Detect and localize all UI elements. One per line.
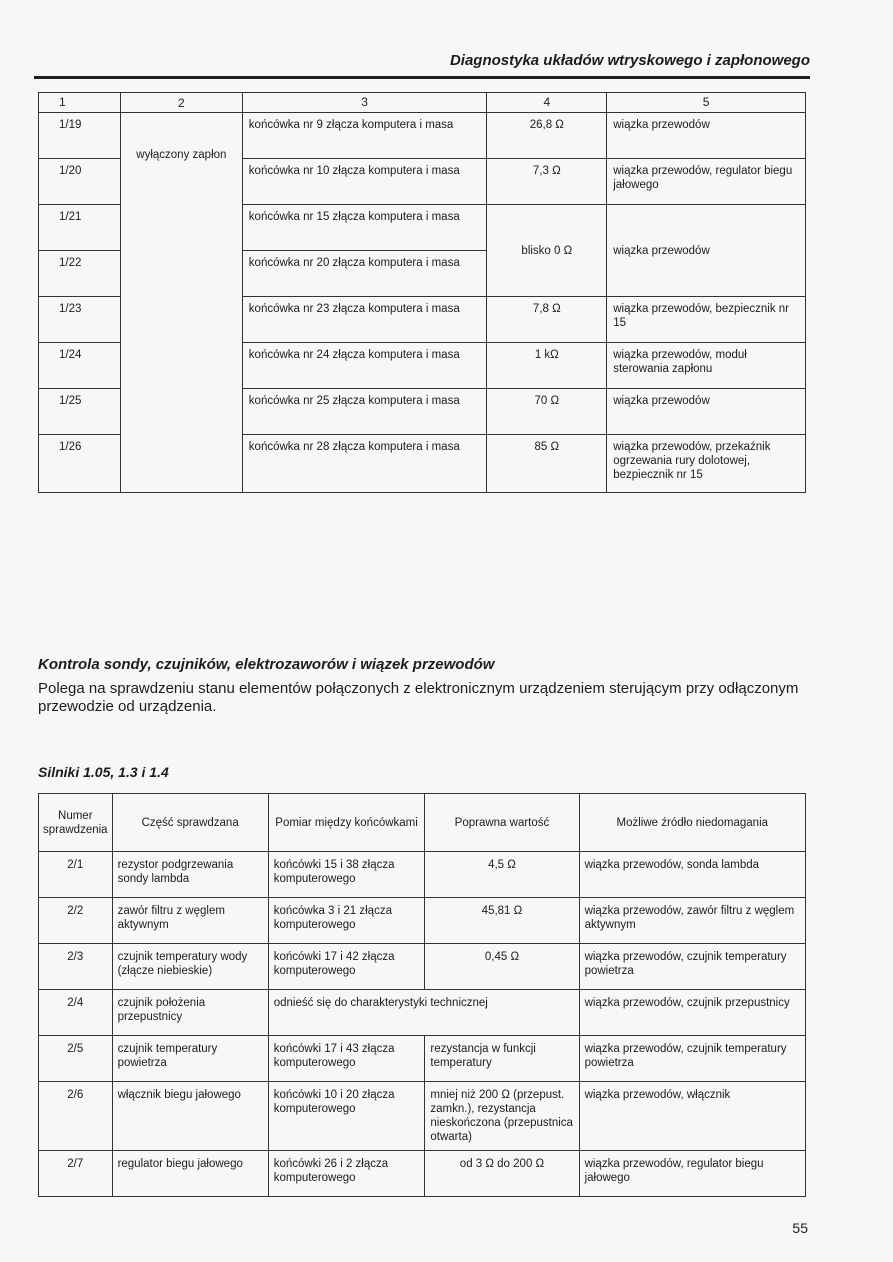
check-id: 1/23 — [39, 297, 121, 343]
column-header-check-number: Numer sprawdzenia — [39, 794, 113, 852]
measure-points: końcówka nr 25 złącza komputera i masa — [242, 389, 487, 435]
check-id: 1/22 — [39, 251, 121, 297]
condition-text: wyłączony zapłon — [136, 149, 227, 161]
check-id: 1/19 — [39, 113, 121, 159]
table-header-row — [39, 93, 806, 113]
expected-value: 1 kΩ — [487, 343, 607, 389]
column-header-correct-value: Poprawna wartość — [425, 794, 579, 852]
possible-cause: wiązka przewodów, regulator biegu jałowego — [607, 159, 806, 205]
checked-part: włącznik biegu jałowego — [112, 1082, 268, 1151]
page-header-title: Diagnostyka układów wtryskowego i zapłonowego — [449, 52, 810, 69]
header-rule — [34, 76, 810, 79]
checked-part: czujnik temperatury wody (złącze niebieskie) — [112, 944, 268, 990]
possible-cause: wiązka przewodów — [607, 113, 806, 159]
column-header-2: 2 — [120, 93, 242, 113]
measure-points: końcówki 17 i 42 złącza komputerowego — [268, 944, 425, 990]
check-id: 1/21 — [39, 205, 121, 251]
check-id: 2/3 — [39, 944, 113, 990]
checked-part: czujnik temperatury powietrza — [112, 1036, 268, 1082]
possible-cause: wiązka przewodów, sonda lambda — [579, 852, 805, 898]
table-ignition-off-measurements — [38, 92, 806, 493]
table-row — [39, 944, 806, 990]
measure-points: końcówki 10 i 20 złącza komputerowego — [268, 1082, 425, 1151]
column-header-part: Część sprawdzana — [112, 794, 268, 852]
checked-part: zawór filtru z węglem aktywnym — [112, 898, 268, 944]
table-row — [39, 1082, 806, 1151]
table-header-row — [39, 794, 806, 852]
correct-value: mniej niż 200 Ω (przepust. zamkn.), rezystancja nieskończona (przepustnica otwarta) — [425, 1082, 579, 1151]
check-id: 2/1 — [39, 852, 113, 898]
measure-points: końcówka nr 9 złącza komputera i masa — [242, 113, 487, 159]
possible-cause: wiązka przewodów, czujnik temperatury powietrza — [579, 944, 805, 990]
measure-points: końcówka nr 23 złącza komputera i masa — [242, 297, 487, 343]
checked-part: rezystor podgrzewania sondy lambda — [112, 852, 268, 898]
check-id: 1/26 — [39, 435, 121, 493]
correct-value: 4,5 Ω — [425, 852, 579, 898]
column-header-measurement: Pomiar między końcówkami — [268, 794, 425, 852]
table-row — [39, 1151, 806, 1197]
check-id: 1/20 — [39, 159, 121, 205]
possible-cause: wiązka przewodów, bezpiecznik nr 15 — [607, 297, 806, 343]
possible-cause: wiązka przewodów, moduł sterowania zapłonu — [607, 343, 806, 389]
table-row — [39, 898, 806, 944]
checked-part: czujnik położenia przepustnicy — [112, 990, 268, 1036]
measure-points: końcówka nr 15 złącza komputera i masa — [242, 205, 487, 251]
possible-cause: wiązka przewodów — [607, 389, 806, 435]
check-id: 1/24 — [39, 343, 121, 389]
column-header-possible-cause: Możliwe źródło niedomagania — [579, 794, 805, 852]
measure-points: końcówka 3 i 21 złącza komputerowego — [268, 898, 425, 944]
measure-points: końcówka nr 28 złącza komputera i masa — [242, 435, 487, 493]
measure-points: końcówki 26 i 2 złącza komputerowego — [268, 1151, 425, 1197]
correct-value: 0,45 Ω — [425, 944, 579, 990]
column-header-3: 3 — [242, 93, 487, 113]
possible-cause: wiązka przewodów — [607, 205, 806, 297]
possible-cause: wiązka przewodów, regulator biegu jałowego — [579, 1151, 805, 1197]
check-id: 2/5 — [39, 1036, 113, 1082]
expected-value: 70 Ω — [487, 389, 607, 435]
measure-points: końcówka nr 24 złącza komputera i masa — [242, 343, 487, 389]
check-id: 2/6 — [39, 1082, 113, 1151]
correct-value: od 3 Ω do 200 Ω — [425, 1151, 579, 1197]
possible-cause: wiązka przewodów, przekaźnik ogrzewania rury dolotowej, bezpiecznik nr 15 — [607, 435, 806, 493]
table-row — [39, 1036, 806, 1082]
expected-value: 7,3 Ω — [487, 159, 607, 205]
correct-value: rezystancja w funkcji temperatury — [425, 1036, 579, 1082]
possible-cause: wiązka przewodów, czujnik przepustnicy — [579, 990, 805, 1036]
measure-points: końcówka nr 10 złącza komputera i masa — [242, 159, 487, 205]
table-row — [39, 990, 806, 1036]
correct-value: 45,81 Ω — [425, 898, 579, 944]
possible-cause: wiązka przewodów, włącznik — [579, 1082, 805, 1151]
expected-value: 7,8 Ω — [487, 297, 607, 343]
possible-cause: wiązka przewodów, zawór filtru z węglem aktywnym — [579, 898, 805, 944]
table-row — [39, 852, 806, 898]
column-header-1: 1 — [39, 93, 121, 113]
expected-value: 85 Ω — [487, 435, 607, 493]
measure-points: końcówki 17 i 43 złącza komputerowego — [268, 1036, 425, 1082]
engines-subtitle: Silniki 1.05, 1.3 i 1.4 — [38, 764, 169, 780]
table-row — [39, 113, 806, 159]
checked-part: regulator biegu jałowego — [112, 1151, 268, 1197]
measure-points: końcówka nr 20 złącza komputera i masa — [242, 251, 487, 297]
column-header-4: 4 — [487, 93, 607, 113]
table-sensor-checks — [38, 793, 806, 1197]
expected-value: 26,8 Ω — [487, 113, 607, 159]
section-description: Polega na sprawdzeniu stanu elementów połączonych z elektronicznym urządzeniem sterującym przy odłączonym przewodzie od urządzenia. — [38, 680, 799, 715]
column-header-5: 5 — [607, 93, 806, 113]
measure-points: końcówki 15 i 38 złącza komputerowego — [268, 852, 425, 898]
condition-cell — [120, 113, 242, 493]
possible-cause: wiązka przewodów, czujnik temperatury powietrza — [579, 1036, 805, 1082]
section-title: Kontrola sondy, czujników, elektrozaworów i wiązek przewodów — [38, 656, 495, 673]
check-id: 1/25 — [39, 389, 121, 435]
expected-value: blisko 0 Ω — [487, 205, 607, 297]
measure-points: odnieść się do charakterystyki technicznej — [268, 990, 579, 1036]
check-id: 2/2 — [39, 898, 113, 944]
check-id: 2/4 — [39, 990, 113, 1036]
check-id: 2/7 — [39, 1151, 113, 1197]
page-number: 55 — [792, 1220, 808, 1236]
